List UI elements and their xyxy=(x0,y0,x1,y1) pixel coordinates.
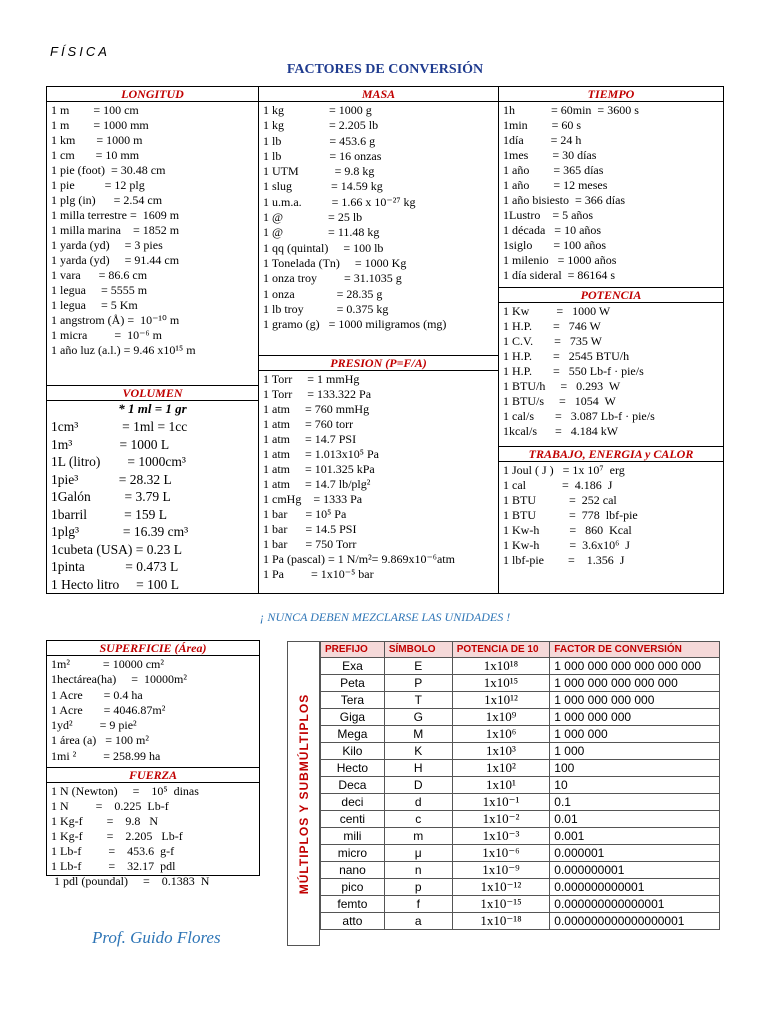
trabajo-list xyxy=(499,462,723,568)
conversion-row: 1 pdl (poundal) = 0.1383 N xyxy=(51,874,210,888)
conversion-row: 1 lb = 453.6 g xyxy=(263,133,376,148)
conversion-row: 1 Tonelada (Tn) = 1000 Kg xyxy=(263,255,407,270)
conversion-row: 1 Kw-h = 860 Kcal xyxy=(503,523,632,537)
conversion-row: 1 H.P. = 746 W xyxy=(503,319,601,333)
conversion-row: 1 legua = 5 Km xyxy=(51,298,138,312)
conversion-row: 1 década = 10 años xyxy=(503,223,602,237)
conversion-row: 1 BTU/h = 0.293 W xyxy=(503,379,621,393)
prefix-factor-cell: 0.000001 xyxy=(550,845,720,862)
conversion-row: 1siglo = 100 años xyxy=(503,238,607,252)
prefix-power-cell: 1x10³ xyxy=(452,743,550,760)
conversion-row: 1 angstrom (Å) = 10⁻¹⁰ m xyxy=(51,313,180,327)
prefix-symbol-cell: E xyxy=(384,658,452,675)
conversion-row: 1 vara = 86.6 cm xyxy=(51,268,148,282)
prefix-row xyxy=(321,709,720,726)
prefix-factor-cell: 1 000 000 xyxy=(550,726,720,743)
section-title-trabajo: TRABAJO, ENERGIA y CALOR xyxy=(499,446,723,462)
conversion-row: 1 atm = 14.7 lb/plg² xyxy=(263,477,371,491)
conversion-row: 1 Acre = 4046.87m² xyxy=(51,702,166,717)
prefix-symbol-cell: c xyxy=(384,811,452,828)
prefix-header-cell: FACTOR DE CONVERSIÓN xyxy=(550,642,720,658)
conversion-row: 1 kg = 2.205 lb xyxy=(263,118,379,133)
prefix-factor-cell: 0.000000000000000001 xyxy=(550,913,720,930)
conversion-row: 1 milla marina = 1852 m xyxy=(51,223,180,237)
conversion-row: 1m² = 10000 cm² xyxy=(51,657,164,671)
volumen-note: * 1 ml = 1 gr xyxy=(118,401,187,416)
prefix-power-cell: 1x10⁻¹⁸ xyxy=(452,913,550,930)
prefix-factor-cell: 1 000 000 000 000 000 xyxy=(550,675,720,692)
conversion-row: 1 atm = 1.013x10⁵ Pa xyxy=(263,447,379,461)
prefix-name-cell: Giga xyxy=(321,709,385,726)
prefix-factor-cell: 0.001 xyxy=(550,828,720,845)
conversion-row: 1 BTU = 252 cal xyxy=(503,493,617,507)
prefix-name-cell: Tera xyxy=(321,692,385,709)
author-signature: Prof. Guido Flores xyxy=(92,928,221,947)
conversion-row: 1 milenio = 1000 años xyxy=(503,253,617,267)
prefix-row xyxy=(321,692,720,709)
prefix-factor-cell: 1 000 000 000 000 000 000 xyxy=(550,658,720,675)
conversion-row: 1 Joul ( J ) = 1x 10⁷ erg xyxy=(503,463,625,477)
conversion-row: 1 Kw-h = 3.6x10⁶ J xyxy=(503,538,630,552)
conversion-row: 1 gramo (g) = 1000 miligramos (mg) xyxy=(263,317,447,332)
conversion-row: 1 Torr = 1 mmHg xyxy=(263,372,360,386)
prefix-name-cell: Deca xyxy=(321,777,385,794)
prefix-power-cell: 1x10⁹ xyxy=(452,709,550,726)
prefix-factor-cell: 10 xyxy=(550,777,720,794)
conversion-row: 1 BTU/s = 1054 W xyxy=(503,394,616,408)
conversion-row: 1 m = 1000 mm xyxy=(51,118,149,132)
prefix-power-cell: 1x10⁻² xyxy=(452,811,550,828)
conversion-row: 1 Hecto litro = 100 L xyxy=(51,576,179,592)
prefix-row xyxy=(321,658,720,675)
conversion-row: 1cubeta (USA) = 0.23 L xyxy=(51,541,182,557)
volumen-list xyxy=(47,417,258,593)
prefix-row xyxy=(321,828,720,845)
prefix-side-text: MÚLTIPLOS Y SUBMÚLTIPLOS xyxy=(296,693,311,894)
prefix-symbol-cell: a xyxy=(384,913,452,930)
prefix-symbol-cell: p xyxy=(384,879,452,896)
conversion-row: 1 legua = 5555 m xyxy=(51,283,148,297)
conversion-row: 1kcal/s = 4.184 kW xyxy=(503,424,619,438)
prefix-power-cell: 1x10¹⁵ xyxy=(452,675,550,692)
presion-list xyxy=(259,371,498,582)
prefix-factor-cell: 100 xyxy=(550,760,720,777)
conversion-row: 1 N = 0.225 Lb-f xyxy=(51,799,169,813)
prefix-header-cell: SÍMBOLO xyxy=(384,642,452,658)
conversion-row: 1 H.P. = 2545 BTU/h xyxy=(503,349,630,363)
prefix-symbol-cell: d xyxy=(384,794,452,811)
prefix-name-cell: Exa xyxy=(321,658,385,675)
conversion-row: 1 bar = 14.5 PSI xyxy=(263,522,357,536)
conversion-row: 1 Acre = 0.4 ha xyxy=(51,687,143,702)
section-title-volumen: VOLUMEN xyxy=(47,385,258,401)
warning-text: ¡ NUNCA DEBEN MEZCLARSE LAS UNIDADES ! xyxy=(259,610,511,624)
conversion-row: 1cm³ = 1ml = 1cc xyxy=(51,419,188,434)
conversion-row: 1 atm = 14.7 PSI xyxy=(263,432,357,446)
prefix-row xyxy=(321,811,720,828)
prefix-name-cell: nano xyxy=(321,862,385,879)
conversion-row: 1 atm = 101.325 kPa xyxy=(263,462,375,476)
conversion-row: 1mi ² = 258.99 ha xyxy=(51,748,161,763)
conversion-row: 1 atm = 760 torr xyxy=(263,417,354,431)
prefix-power-cell: 1x10⁻¹ xyxy=(452,794,550,811)
conversion-row: 1 área (a) = 100 m² xyxy=(51,733,149,748)
prefix-factor-cell: 0.000000000001 xyxy=(550,879,720,896)
prefix-factor-cell: 1 000 000 000 xyxy=(550,709,720,726)
conversion-row: 1 lbf-pie = 1.356 J xyxy=(503,553,625,567)
conversion-row: 1 Kg-f = 9.8 N xyxy=(51,814,159,828)
conversion-row: 1 @ = 25 lb xyxy=(263,210,363,225)
prefix-factor-cell: 0.000000000000001 xyxy=(550,896,720,913)
prefix-symbol-cell: D xyxy=(384,777,452,794)
prefix-row xyxy=(321,726,720,743)
prefix-name-cell: centi xyxy=(321,811,385,828)
prefix-power-cell: 1x10⁶ xyxy=(452,726,550,743)
prefix-factor-cell: 0.1 xyxy=(550,794,720,811)
prefix-power-cell: 1x10¹ xyxy=(452,777,550,794)
section-title-tiempo: TIEMPO xyxy=(499,87,723,102)
section-title-masa: MASA xyxy=(259,87,498,102)
prefix-name-cell: atto xyxy=(321,913,385,930)
prefix-power-cell: 1x10⁻¹⁵ xyxy=(452,896,550,913)
section-title-fuerza: FUERZA xyxy=(47,767,259,783)
conversion-row: 1 año bisiesto = 366 días xyxy=(503,193,626,207)
prefix-name-cell: pico xyxy=(321,879,385,896)
conversion-row: 1 Kw = 1000 W xyxy=(503,304,611,318)
conversion-row: 1 Lb-f = 453.6 g-f xyxy=(51,844,175,858)
conversion-row: 1 yarda (yd) = 91.44 cm xyxy=(51,253,180,267)
conversion-row: 1 C.V. = 735 W xyxy=(503,334,602,348)
conversion-row: 1 @ = 11.48 kg xyxy=(263,225,380,240)
prefix-name-cell: Mega xyxy=(321,726,385,743)
middle-column xyxy=(258,86,499,594)
conversion-row: 1 N (Newton) = 10⁵ dinas xyxy=(51,784,199,798)
conversion-row: 1 qq (quintal) = 100 lb xyxy=(263,240,384,255)
conversion-row: 1 bar = 10⁵ Pa xyxy=(263,507,347,521)
conversion-row: 1 día sideral = 86164 s xyxy=(503,268,616,282)
prefix-row xyxy=(321,913,720,930)
prefix-symbol-cell: K xyxy=(384,743,452,760)
conversion-row: 1 pie = 12 plg xyxy=(51,178,145,192)
conversion-row: 1 cal/s = 3.087 Lb-f · pie/s xyxy=(503,409,655,423)
conversion-row: 1min = 60 s xyxy=(503,118,582,132)
conversion-row: 1día = 24 h xyxy=(503,133,582,147)
prefix-row xyxy=(321,777,720,794)
prefix-row xyxy=(321,879,720,896)
conversion-row: 1 UTM = 9.8 kg xyxy=(263,164,375,179)
prefix-table xyxy=(320,641,720,930)
prefix-name-cell: deci xyxy=(321,794,385,811)
conversion-row: 1 Torr = 133.322 Pa xyxy=(263,387,372,401)
section-title-superficie: SUPERFICIE (Área) xyxy=(47,641,259,656)
prefix-row xyxy=(321,845,720,862)
conversion-row: 1 cm = 10 mm xyxy=(51,148,140,162)
prefix-name-cell: micro xyxy=(321,845,385,862)
conversion-row: 1 yarda (yd) = 3 pies xyxy=(51,238,163,252)
conversion-row: 1 m = 100 cm xyxy=(51,103,139,117)
prefix-side-label xyxy=(287,641,320,946)
conversion-row: 1 año luz (a.l.) = 9.46 x10¹⁵ m xyxy=(51,343,196,357)
conversion-row: 1 año = 365 días xyxy=(503,163,604,177)
prefix-symbol-cell: H xyxy=(384,760,452,777)
prefix-row xyxy=(321,760,720,777)
conversion-row: 1 año = 12 meses xyxy=(503,178,608,192)
page-title: FACTORES DE CONVERSIÓN xyxy=(286,62,484,77)
conversion-row: 1L (litro) = 1000cm³ xyxy=(51,454,186,469)
prefix-row xyxy=(321,675,720,692)
conversion-row: 1 pie (foot) = 30.48 cm xyxy=(51,163,166,177)
conversion-row: 1plg³ = 16.39 cm³ xyxy=(51,524,189,539)
prefix-row xyxy=(321,862,720,879)
conversion-row: 1barril = 159 L xyxy=(51,506,167,522)
prefix-power-cell: 1x10⁻³ xyxy=(452,828,550,845)
prefix-power-cell: 1x10¹⁸ xyxy=(452,658,550,675)
prefix-symbol-cell: T xyxy=(384,692,452,709)
prefix-symbol-cell: f xyxy=(384,896,452,913)
prefix-name-cell: femto xyxy=(321,896,385,913)
fuerza-list xyxy=(47,783,259,889)
section-title-presion: PRESION (P=F/A) xyxy=(259,355,498,371)
bottom-left-box xyxy=(46,640,260,888)
conversion-row: 1 plg (in) = 2.54 cm xyxy=(51,193,163,207)
left-column xyxy=(46,86,259,594)
prefix-symbol-cell: M xyxy=(384,726,452,743)
conversion-row: 1 slug = 14.59 kg xyxy=(263,179,383,194)
conversion-row: 1mes = 30 días xyxy=(503,148,597,162)
conversion-row: 1pinta = 0.473 L xyxy=(51,559,179,574)
prefix-name-cell: Kilo xyxy=(321,743,385,760)
potencia-list xyxy=(499,303,723,446)
prefix-power-cell: 1x10⁻⁶ xyxy=(452,845,550,862)
prefix-name-cell: Hecto xyxy=(321,760,385,777)
prefix-power-cell: 1x10¹² xyxy=(452,692,550,709)
longitud-list xyxy=(47,102,258,385)
prefix-power-cell: 1x10² xyxy=(452,760,550,777)
prefix-symbol-cell: G xyxy=(384,709,452,726)
section-title-longitud: LONGITUD xyxy=(47,87,258,102)
conversion-row: 1m³ = 1000 L xyxy=(51,436,170,452)
conversion-row: 1 Lb-f = 32.17 pdl xyxy=(51,859,176,873)
conversion-row: 1 atm = 760 mmHg xyxy=(263,402,370,416)
conversion-row: 1 bar = 750 Torr xyxy=(263,537,357,551)
conversion-row: 1 Pa = 1x10⁻⁵ bar xyxy=(263,567,374,581)
prefix-symbol-cell: n xyxy=(384,862,452,879)
conversion-row: 1 onza troy = 31.1035 g xyxy=(263,271,402,286)
prefix-factor-cell: 1 000 000 000 000 xyxy=(550,692,720,709)
conversion-row: 1 cal = 4.186 J xyxy=(503,478,613,492)
conversion-row: 1h = 60min = 3600 s xyxy=(503,103,639,117)
tiempo-list xyxy=(499,102,723,287)
conversion-row: 1pie³ = 28.32 L xyxy=(51,471,172,487)
prefix-row xyxy=(321,743,720,760)
conversion-row: 1 H.P. = 550 Lb-f · pie/s xyxy=(503,364,644,378)
prefix-name-cell: Peta xyxy=(321,675,385,692)
conversion-row: 1 Kg-f = 2.205 Lb-f xyxy=(51,829,183,843)
right-column xyxy=(498,86,724,594)
conversion-row: 1 BTU = 778 lbf-pie xyxy=(503,508,638,522)
prefix-row xyxy=(321,896,720,913)
conversion-row: 1 micra = 10⁻⁶ m xyxy=(51,328,162,342)
prefix-power-cell: 1x10⁻¹² xyxy=(452,879,550,896)
prefix-header-cell: POTENCIA DE 10 xyxy=(452,642,550,658)
conversion-row: 1 onza = 28.35 g xyxy=(263,286,383,301)
prefix-symbol-cell: m xyxy=(384,828,452,845)
prefix-power-cell: 1x10⁻⁹ xyxy=(452,862,550,879)
conversion-row: 1 milla terrestre = 1609 m xyxy=(51,208,180,222)
conversion-row: 1Lustro = 5 años xyxy=(503,208,594,222)
conversion-row: 1Galón = 3.79 L xyxy=(51,489,171,504)
conversion-row: 1 Pa (pascal) = 1 N/m²= 9.869x10⁻⁶atm xyxy=(263,552,455,566)
prefix-factor-cell: 0.000000001 xyxy=(550,862,720,879)
conversion-row: 1 km = 1000 m xyxy=(51,133,143,147)
conversion-row: 1yd² = 9 pie² xyxy=(51,718,137,733)
prefix-symbol-cell: P xyxy=(384,675,452,692)
conversion-row: 1 u.m.a. = 1.66 x 10⁻²⁷ kg xyxy=(263,194,416,209)
section-title-potencia: POTENCIA xyxy=(499,287,723,303)
conversion-row: 1 kg = 1000 g xyxy=(263,103,372,117)
superficie-list xyxy=(47,656,259,767)
conversion-row: 1 cmHg = 1333 Pa xyxy=(263,492,363,506)
subject-header: FÍSICA xyxy=(50,44,110,59)
masa-list xyxy=(259,102,498,355)
prefix-factor-cell: 0.01 xyxy=(550,811,720,828)
prefix-header-row xyxy=(321,642,720,658)
prefix-row xyxy=(321,794,720,811)
conversion-row: 1 lb troy = 0.375 kg xyxy=(263,301,389,316)
prefix-factor-cell: 1 000 xyxy=(550,743,720,760)
prefix-symbol-cell: μ xyxy=(384,845,452,862)
prefix-name-cell: mili xyxy=(321,828,385,845)
conversion-row: 1hectárea(ha) = 10000m² xyxy=(51,672,187,687)
conversion-row: 1 lb = 16 onzas xyxy=(263,148,382,163)
prefix-header-cell: PREFIJO xyxy=(321,642,385,658)
